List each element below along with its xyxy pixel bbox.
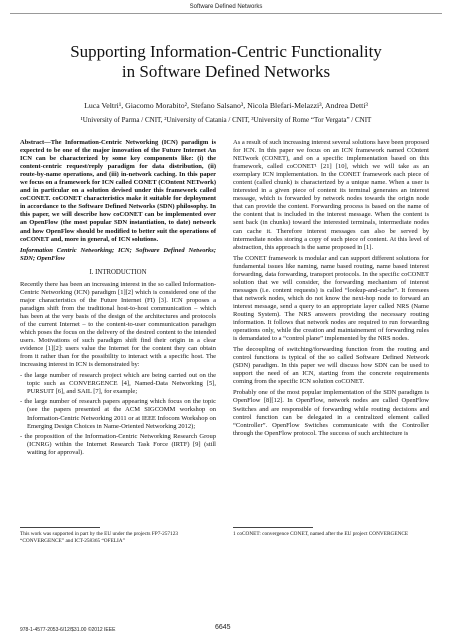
- running-header: Software Defined Networks: [189, 4, 263, 10]
- bullet-list: [20, 372, 216, 456]
- affiliations: ¹University of Parma / CNIT, ²University of Catania / CNIT, ³University of Rome “Tor Vergata” / CNIT: [80, 116, 372, 124]
- title-line-1: Supporting Information-Centric Functionality: [70, 42, 382, 61]
- bullet-item: - the large number of research project which are being carried out on the topic such as CONVERGENCE [4], Named-Data Networking [5], PURSUIT [6], and SAIL [7], for example;: [20, 372, 216, 396]
- page-number: 6645: [215, 624, 231, 631]
- right-paragraph-2: The CONET framework is modular and can support different solutions for fundamental issues like naming, name based routing, name based interest forwarding, data forwarding, transport protocols. In the specific coCONET solution that we will consider, the forwarding mechanism of interest messages (i.e. content requests) is called “lookup-and-cache”. It foresees that network nodes, which do not know the next-hop node to forward an interest message, send a query to an appropriate layer called NRS (Name Routing System). The NRS answers providing the necessary routing information. It follows that network nodes are required to run forwarding operations only, while the creation and maintainement of forwarding rules is demandated to a “control plane” implemented by the NRS nodes.: [233, 254, 429, 343]
- author-list: Luca Veltri¹, Giacomo Morabito², Stefano Salsano³, Nicola Blefari-Melazzi³, Andrea Detti³: [84, 101, 368, 110]
- title-line-2: in Software Defined Networks: [121, 62, 331, 81]
- right-paragraph-3: The decoupling of switching/forwarding function from the routing and control functions is typical of the so called Software Defined Network (SDN) paradigm. In this paper we will discuss how SDN can be used to support the need of an ICN, starting from the concrete requirements coming from the specific ICN solution coCONET.: [233, 346, 429, 386]
- footnote-rule-left: [20, 527, 100, 528]
- footnote-right: 1 coCONET: convergence CONET, named after the EU project CONVERGENCE: [233, 531, 409, 537]
- footnote-left: This work was supported in part by the EU under the projects FP7-257123 “CONVERGENCE” and ICT-258365 “OFELIA”: [20, 531, 178, 544]
- intro-paragraph-1: Recently there has been an increasing interest in the so called Information-Centric Networking (ICN) paradigm [1][2] which is considered one of the major characteristics of the Future Internet (FI) [3]. ICN proposes a paradigm shift from the traditional host-to-host communication – which has been at the very basis of the design of the architectures and protocols of the current Internet – to the content-to-user communication paradigm which poses the focus on the delivery of the desired content to the intended users. Motivations of such paradigm shift find their origin in a clear evidence [1][2]: users value the Internet for the content they can obtain from it rather than for the possibility to interact with a specific host. The increasing interest in ICN is demonstrated by:: [20, 280, 216, 369]
- section-heading: I. INTRODUCTION: [89, 268, 147, 276]
- keywords: Information Centric Networking; ICN; Software Defined Networks; SDN; OpenFlow: [20, 246, 216, 262]
- bullet-item: - the proposition of the Information-Centric Networking Research Group (ICNRG) within the Internet Research Task Force (IRTF) [9] (still waiting for approval).: [20, 432, 216, 456]
- left-column: [20, 139, 216, 460]
- copyright-line: 978-1-4577-2053-6/12/$31.00 ©2012 IEEE: [20, 627, 116, 633]
- paper-title: [20, 42, 432, 82]
- header-rule: [10, 13, 442, 14]
- footnote-rule-right: [233, 527, 313, 528]
- right-paragraph-4: Probably one of the most popular implementation of the SDN paradigm is OpenFlow [8][12]. In OpenFlow, network nodes are called OpenFlow Switches and are responsible of forwarding while routing decisions and control function can be delegated in a centralized element called “Controller”. OpenFlow Switches communicate with the Controller through the OpenFlow protocol. The success of such architecture is: [233, 389, 429, 437]
- right-column: [233, 139, 429, 441]
- bullet-item: - the large number of research papers appearing which focus on the topic (see the papers presented at the ACM SIGCOMM workshop on Information-Centric Networking 2011 or at IEEE Infocom Workshop on Emerging Design Choices in Name-Oriented Networking 2012);: [20, 398, 216, 430]
- right-paragraph-1: As a result of such increasing interest several solutions have been proposed for ICN. In this paper we focus on an ICN framework named COntent NETwork (CONET), and on a specific implementation based on this framework, called coCONET¹ [21] [10], which we will take as an exemplary ICN implementation. In the CONET framework each piece of content (called chunk) is characterized by a unique name. When a user is interested in a given piece of content its terminal generates an interest message, which is forwarded by network nodes towards the origin node that can provide the content. Forwarding process is based on the name of the content that is included in the interest message. When the content is sent back (in chunks) toward the interested terminals, intermediate nodes can cache it. Therefore interest messages can also be served by intermediate nodes storing a copy of such piece of content. At this level of abstraction, this approach is the same proposed in [1].: [233, 139, 429, 251]
- abstract: Abstract—The Information-Centric Networking (ICN) paradigm is expected to be one of the major innovation of the Future Internet An ICN can be characterized by some key components like: (i) the content-centric request/reply paradigm for data distribution, (ii) route-by-name operations, and (iii) in-network caching. In this paper we focus on a framework for ICN called CONET (COntent NETwork) and in particular on a solution devised under this framework called coCONET. coCONET characteristics make it suitable for deployment in accordance to the Software Defined Networks (SDN) philosophy. In this paper, we will describe how coCONET can be implemented over an OpenFlow (the most popular SDN instantiation, to date) network and how OpenFlow should be modified to better suit the operations of coCONET and, more in general, of ICN solutions.: [20, 139, 216, 243]
